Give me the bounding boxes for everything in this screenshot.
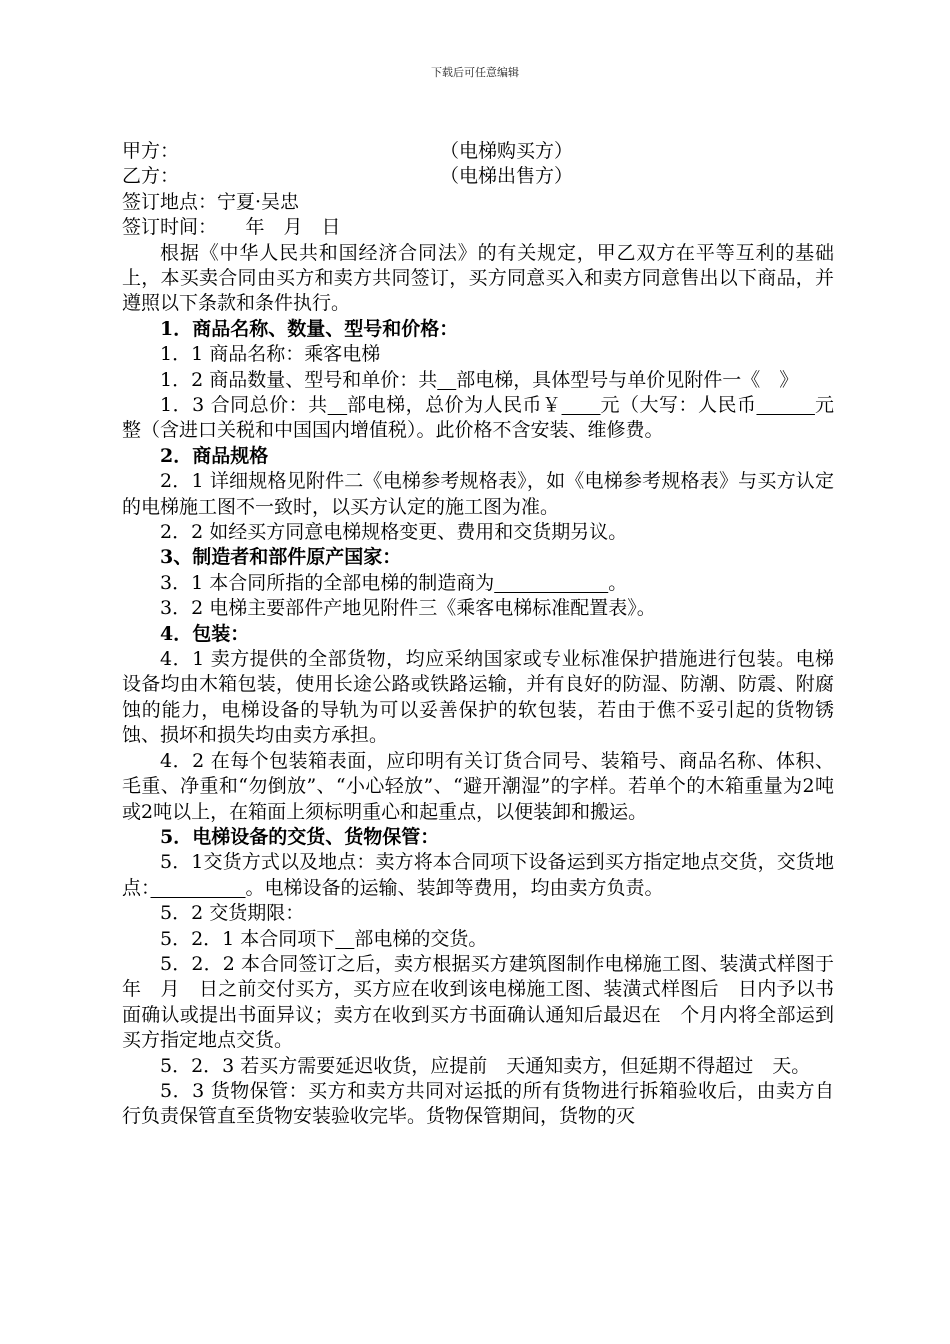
- intro-paragraph: 根据《中华人民共和国经济合同法》的有关规定，甲乙双方在平等互利的基础上，本买卖合同由买方和卖方共同签订，买方同意买入和卖方同意售出以下商品，并遵照以下条款和条件执行。: [122, 241, 834, 315]
- section-2-title: 2．商品规格: [160, 444, 269, 467]
- clause-text: 5．2．1 本合同项下: [160, 927, 336, 950]
- clause-5-1: [122, 850, 834, 901]
- clause-text: 元整（含进口关税和中国国内增值税）。此价格不含安装、维修费。: [122, 394, 834, 442]
- clause-text: 元（大写：人民币: [600, 394, 757, 416]
- quantity-blank: [437, 369, 456, 391]
- clause-2-2: 2．2 如经买方同意电梯规格变更、费用和交货期另议。: [160, 521, 628, 544]
- party-a-line: [122, 139, 834, 164]
- clause-3-1: [122, 571, 834, 596]
- clause-text: 。: [608, 571, 628, 594]
- clause-text: 部电梯，总价为人民币￥: [347, 394, 562, 416]
- quantity-blank: [328, 394, 348, 416]
- contract-body: [122, 139, 854, 1130]
- signing-time: 签订时间： 年 月 日: [122, 216, 341, 239]
- clause-4-2: 4．2 在每个包装箱表面，应印明有关订货合同号、装箱号、商品名称、体积、毛重、净重和“勿倒放”、“小心轻放”、“避开潮湿”的字样。若单个的木箱重量为2吨或2吨以上，在箱面上须标明重心和起重点，以便装卸和搬运。: [122, 749, 834, 823]
- clause-text: 1．2 商品数量、型号和单价：共: [160, 368, 438, 391]
- clause-1-3: [122, 393, 834, 444]
- clause-5-2-1: [122, 927, 834, 952]
- section-3-title: 3、制造者和部件原产国家：: [160, 546, 402, 569]
- section-5-title: 5．电梯设备的交货、货物保管：: [160, 825, 440, 848]
- page-header: 下载后可任意编辑: [431, 66, 519, 79]
- party-a-role: （电梯购买方）: [440, 140, 574, 162]
- clause-text: 部电梯的交货。: [354, 927, 488, 950]
- clause-2-1: 2．1 详细规格见附件二《电梯参考规格表》，如《电梯参考规格表》与买方认定的电梯施工图不一致时，以买方认定的施工图为准。: [122, 470, 834, 518]
- clause-5-3: 5．3 货物保管：买方和卖方共同对运抵的所有货物进行拆箱验收后，由卖方自行负责保管直至货物安装验收完毕。货物保管期间，货物的灭: [122, 1079, 834, 1128]
- quantity-blank: [335, 928, 354, 950]
- party-a-label: 甲方：: [122, 140, 180, 162]
- clause-text: 5．1交货方式以及地点：卖方将本合同项下设备运到买方指定地点交货，交货地点：: [122, 851, 834, 899]
- signing-place: 签订地点：宁夏·吴忠: [122, 190, 300, 213]
- manufacturer-blank: [494, 572, 608, 594]
- price-words-blank: [756, 394, 814, 416]
- clause-text: 3．1 本合同所指的全部电梯的制造商为: [160, 571, 495, 594]
- price-blank: [562, 394, 601, 416]
- clause-4-1: 4．1 卖方提供的全部货物，均应采纳国家或专业标准保护措施进行包装。电梯设备均由木箱包装，使用长途公路或铁路运输，并有良好的防湿、防潮、防震、附腐蚀的能力，电梯设备的导轨为可以妥善保护的软包装，若由于僬不妥引起的货物锈蚀、损坏和损失均由卖方承担。: [122, 648, 834, 747]
- section-1-title: 1．商品名称、数量、型号和价格：: [160, 317, 459, 340]
- clause-5-2: 5．2 交货期限：: [160, 902, 305, 925]
- clause-text: 部电梯，具体型号与单价见附件一《 》: [456, 368, 799, 391]
- party-b-role: （电梯出售方）: [440, 165, 574, 188]
- section-4-title: 4．包装：: [160, 622, 250, 645]
- party-b-line: [122, 164, 834, 189]
- clause-text: 。电梯设备的运输、装卸等费用，均由卖方负责。: [245, 876, 664, 899]
- clause-5-2-3: 5．2．3 若买方需要延迟收货，应提前 天通知卖方，但延期不得超过 天。: [160, 1054, 811, 1077]
- clause-1-1: 1．1 商品名称：乘客电梯: [160, 343, 381, 366]
- clause-3-2: 3．2 电梯主要部件产地见附件三《乘客电梯标准配置表》。: [160, 597, 656, 620]
- party-b-label: 乙方：: [122, 165, 180, 188]
- clause-1-2: [122, 368, 834, 393]
- clause-5-2-2: 5．2．2 本合同签订之后，卖方根据买方建筑图制作电梯施工图、装潢式样图于 年 月 日之前交付买方，买方应在收到该电梯施工图、装潢式样图后 日内予以书面确认或提出书面异议；卖方在收到买方书面确认通知后最迟在 个月内将全部运到买方指定地点交货。: [122, 952, 854, 1052]
- delivery-place-blank: [151, 877, 246, 899]
- clause-text: 1．3 合同总价：共: [160, 394, 328, 416]
